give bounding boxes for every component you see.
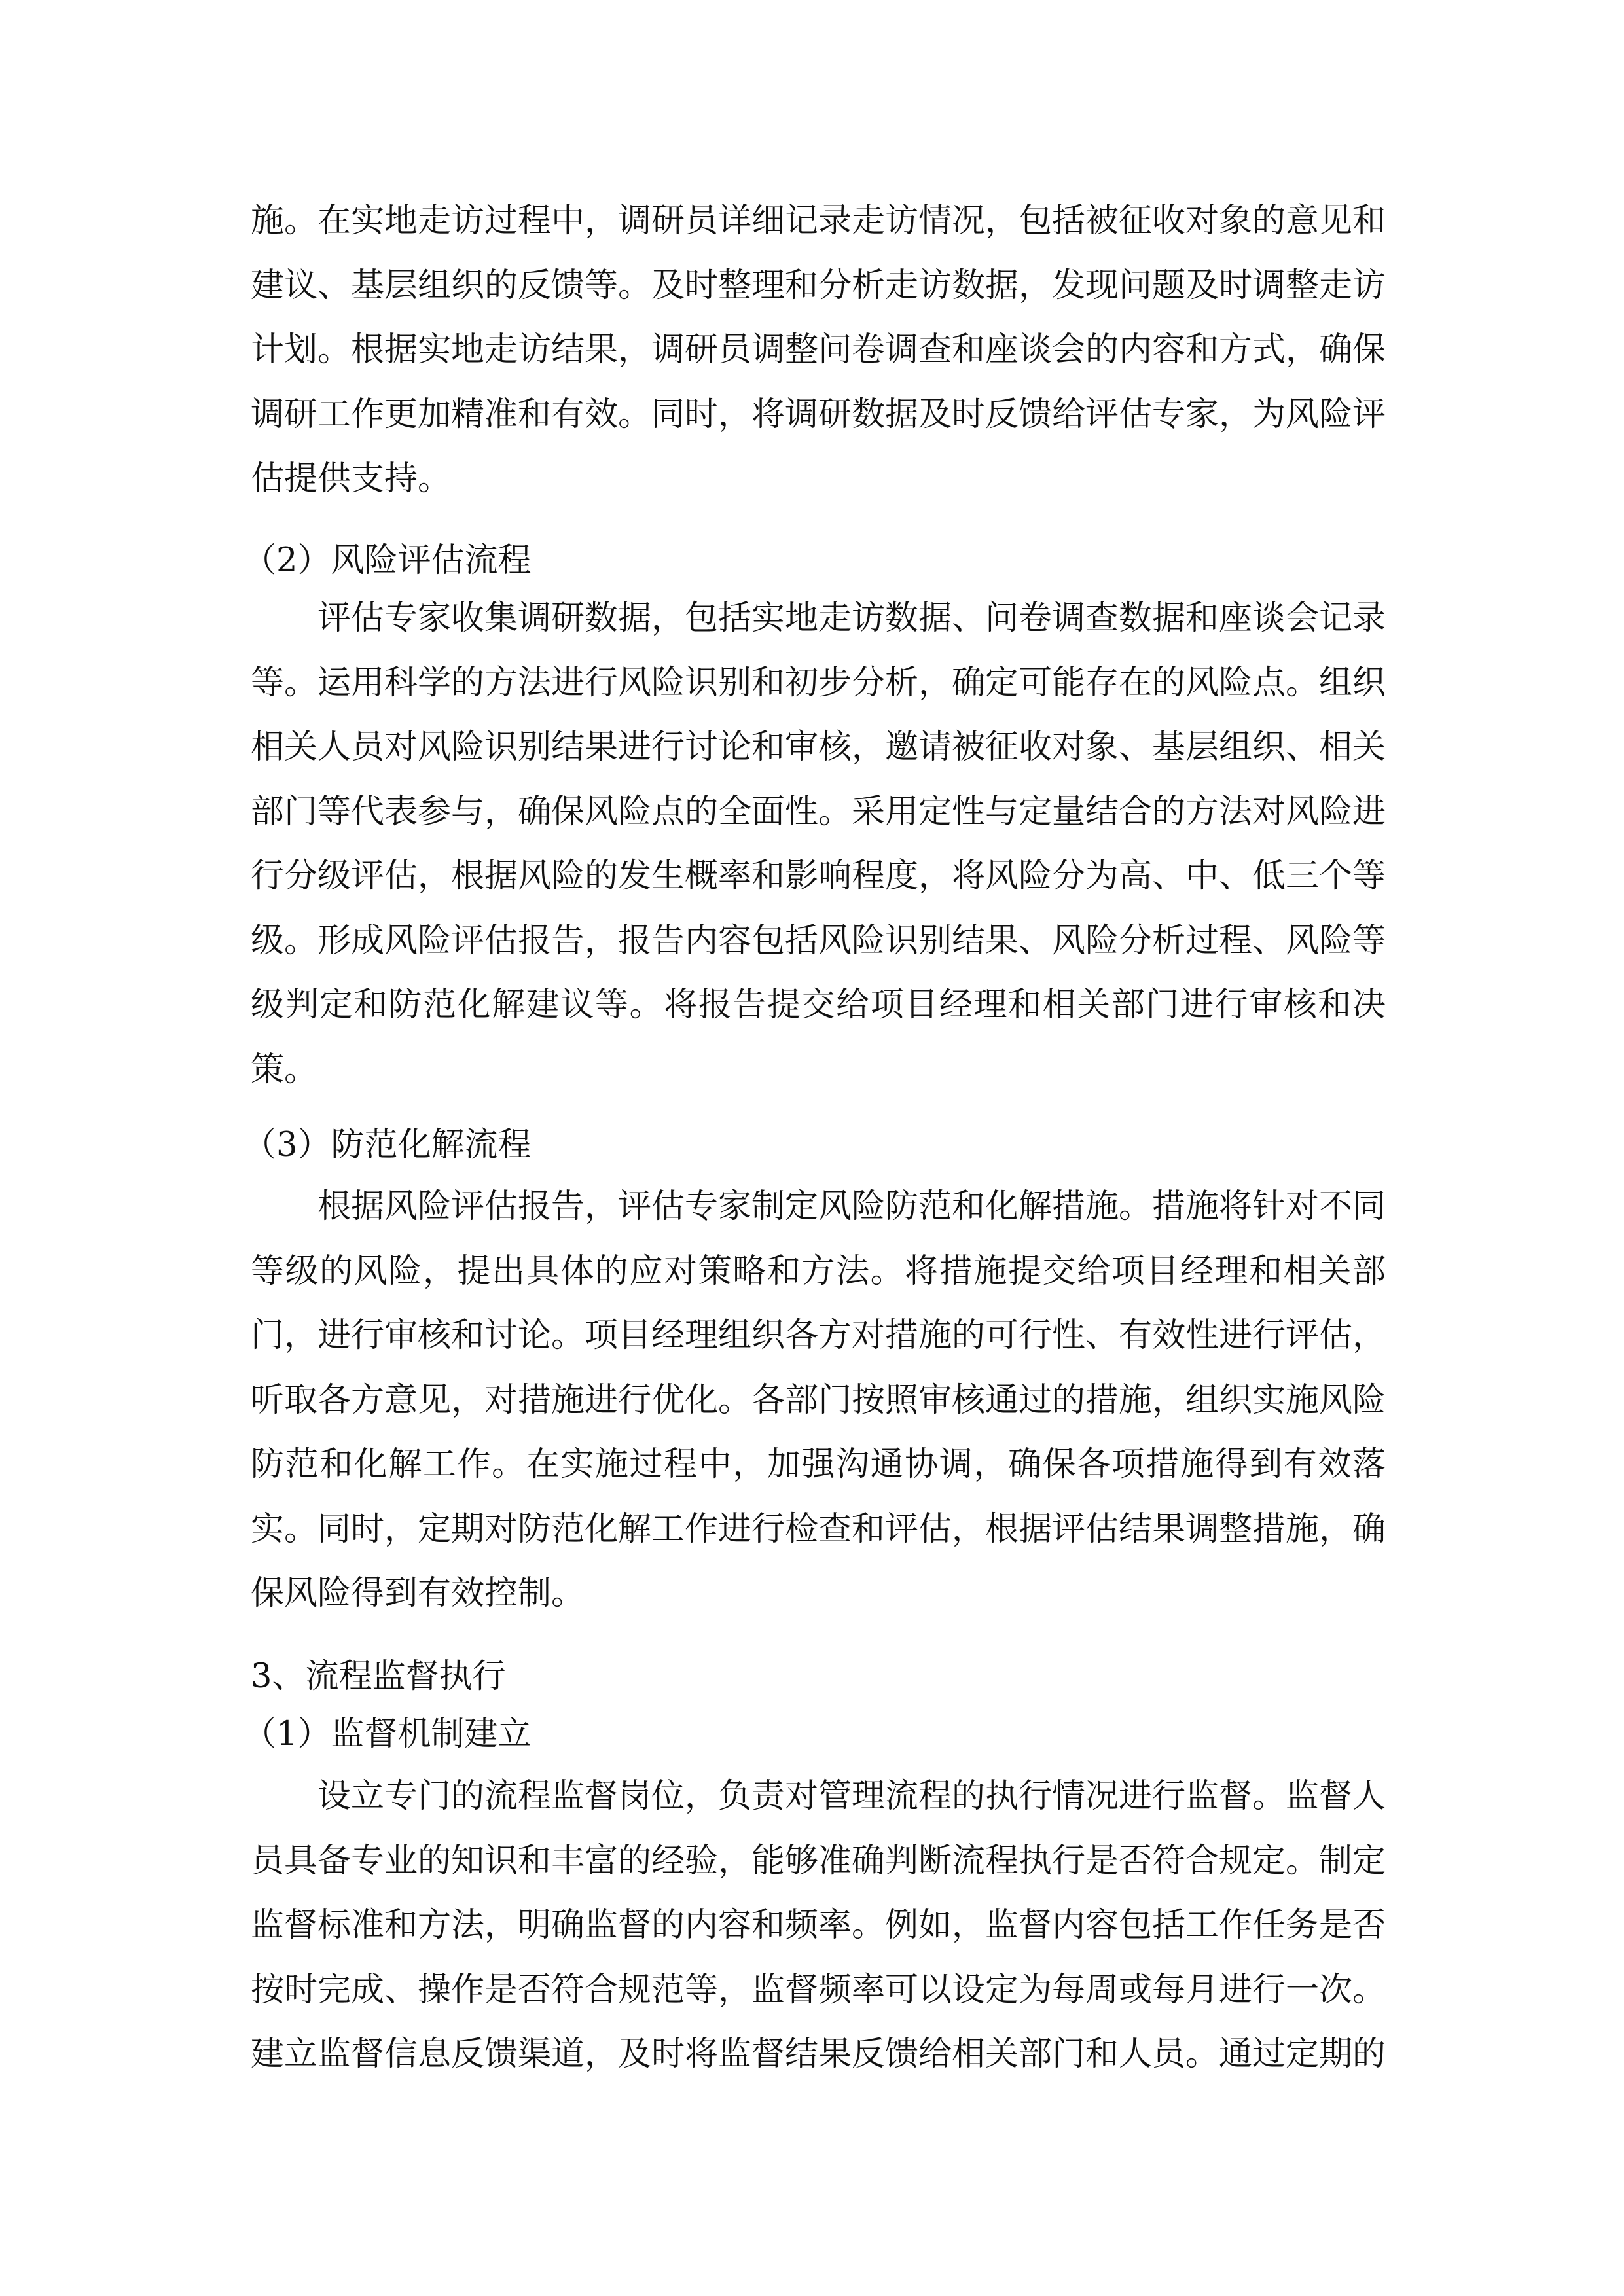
paragraph-line: 根据风险评估报告，评估专家制定风险防范和化解措施。措施将针对不同 bbox=[317, 1187, 1386, 1226]
paragraph-line: 按时完成、操作是否符合规范等，监督频率可以设定为每周或每月进行一次。 bbox=[251, 1970, 1386, 2009]
subheading: （1）监督机制建立 bbox=[243, 1715, 532, 1753]
paragraph-line: 等级的风险，提出具体的应对策略和方法。将措施提交给项目经理和相关部 bbox=[251, 1251, 1386, 1291]
paragraph-line: 行分级评估，根据风险的发生概率和影响程度，将风险分为高、中、低三个等 bbox=[251, 857, 1386, 895]
paragraph-line: 级。形成风险评估报告，报告内容包括风险识别结果、风险分析过程、风险等 bbox=[251, 921, 1386, 960]
paragraph-line: 等。运用科学的方法进行风险识别和初步分析，确定可能存在的风险点。组织 bbox=[251, 663, 1386, 702]
paragraph-line: 部门等代表参与，确保风险点的全面性。采用定性与定量结合的方法对风险进 bbox=[251, 792, 1386, 831]
paragraph-line: 员具备专业的知识和丰富的经验，能够准确判断流程执行是否符合规定。制定 bbox=[251, 1841, 1386, 1880]
paragraph-line: 设立专门的流程监督岗位，负责对管理流程的执行情况进行监督。监督人 bbox=[317, 1777, 1386, 1816]
paragraph-line: 估提供支持。 bbox=[251, 459, 452, 498]
paragraph-line: 保风险得到有效控制。 bbox=[251, 1574, 585, 1613]
paragraph-line: 建立监督信息反馈渠道，及时将监督结果反馈给相关部门和人员。通过定期的 bbox=[251, 2035, 1386, 2073]
paragraph-line: 相关人员对风险识别结果进行讨论和审核，邀请被征收对象、基层组织、相关 bbox=[251, 728, 1386, 766]
subheading: （2）风险评估流程 bbox=[243, 541, 532, 580]
paragraph-line: 监督标准和方法，明确监督的内容和频率。例如，监督内容包括工作任务是否 bbox=[251, 1906, 1386, 1945]
paragraph-line: 防范和化解工作。在实施过程中，加强沟通协调，确保各项措施得到有效落 bbox=[251, 1445, 1386, 1484]
paragraph-line: 级判定和防范化解建议等。将报告提交给项目经理和相关部门进行审核和决 bbox=[251, 986, 1386, 1024]
paragraph-line: 计划。根据实地走访结果，调研员调整问卷调查和座谈会的内容和方式，确保 bbox=[251, 331, 1386, 369]
paragraph-line: 实。同时，定期对防范化解工作进行检查和评估，根据评估结果调整措施，确 bbox=[251, 1509, 1386, 1549]
paragraph-line: 听取各方意见，对措施进行优化。各部门按照审核通过的措施，组织实施风险 bbox=[251, 1380, 1386, 1420]
paragraph-line: 施。在实地走访过程中，调研员详细记录走访情况，包括被征收对象的意见和 bbox=[251, 202, 1386, 240]
paragraph-line: 策。 bbox=[251, 1050, 318, 1089]
subheading: （3）防范化解流程 bbox=[243, 1126, 532, 1164]
section-heading: 3、流程监督执行 bbox=[251, 1657, 506, 1696]
paragraph-line: 调研工作更加精准和有效。同时，将调研数据及时反馈给评估专家，为风险评 bbox=[251, 395, 1386, 434]
paragraph-line: 评估专家收集调研数据，包括实地走访数据、问卷调查数据和座谈会记录 bbox=[317, 599, 1386, 637]
paragraph-line: 门，进行审核和讨论。项目经理组织各方对措施的可行性、有效性进行评估， bbox=[251, 1316, 1386, 1355]
paragraph-line: 建议、基层组织的反馈等。及时整理和分析走访数据，发现问题及时调整走访 bbox=[251, 266, 1386, 305]
